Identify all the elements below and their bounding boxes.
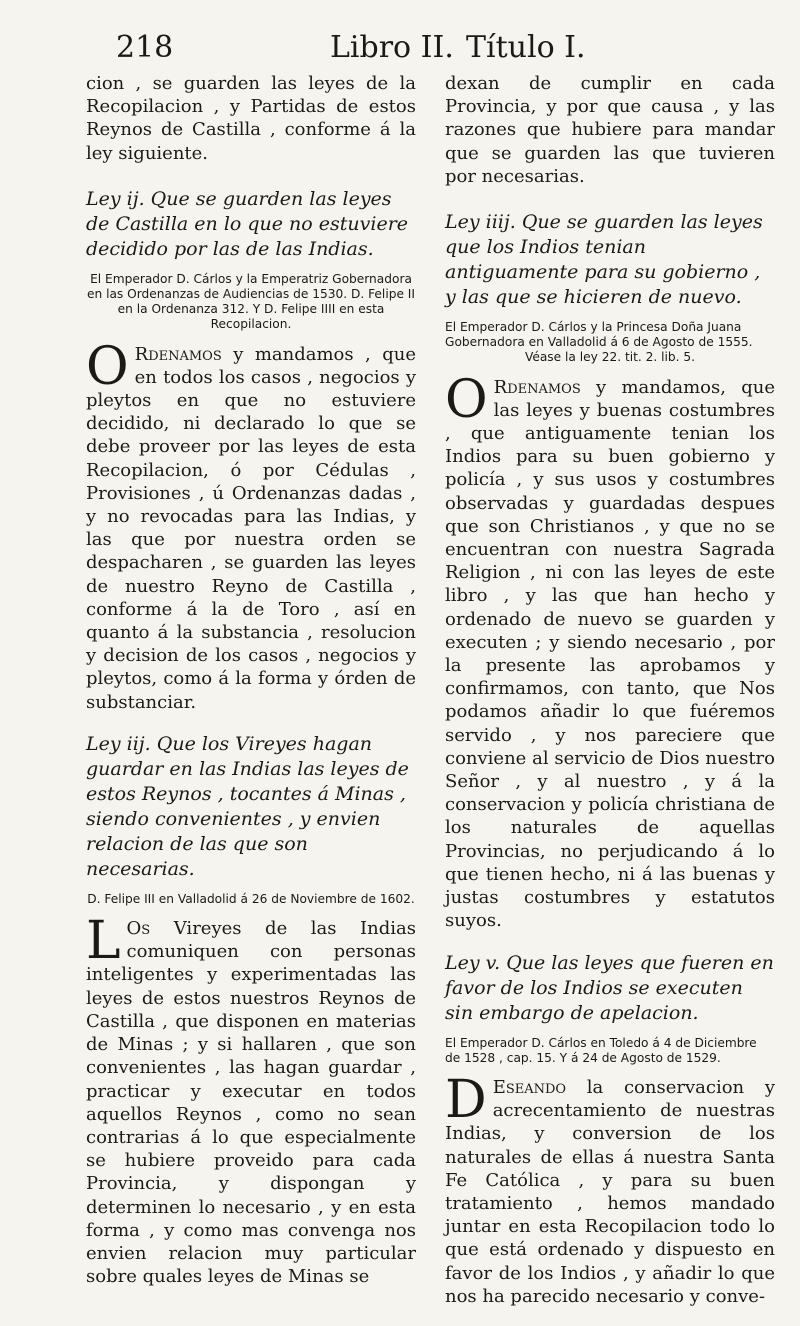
law-note: D. Felipe III en Valladolid á 26 de Noviembre de 1602. [87, 891, 415, 906]
law-v [445, 951, 775, 1308]
law-note: El Emperador D. Cárlos y la Emperatriz Gobernadora en las Ordenanzas de Audiencias de 1530. D. Felipe II en la Ordenanza 312. Y D. Felipe IIII en esta Recopilacion. [86, 271, 415, 332]
body-text: y mandamos, que las leyes y buenas costumbres , que antiguamente tenian los Indios para su buen gobierno y policía , y sus usos y costumbres observadas y guardadas despues que son Christianos , y que no se encuentran con nuestra Sagrada Religion , ni con las leyes de este libro , y las que han hecho y ordenado de nuevo se guarden y executen ; y siendo necesario , por la presente las aprobamos y confirmamos, con tanto, que Nos podamos añadir lo que fuéremos servido , y nos pareciere que conviene al servicio de Dios nuestro Señor , y al nuestro , y á la conservacion y policía christiana de los naturales de aquellas Provincias, no perjudicando á lo que tienen hecho, ni á las buenas y justas costumbres y estatutos suyos. [445, 376, 775, 932]
law-note-reference: Véase la ley 22. tit. 2. lib. 5. [524, 350, 696, 365]
law-heading: Ley iij. Que los Vireyes hagan guardar en las Indias las leyes de estos Reynos , tocantes á Minas , siendo convenientes , y envien relacion de las que son necesarias. [86, 732, 409, 880]
law-body [86, 336, 416, 714]
continuation-text: cion , se guarden las leyes de la Recopilacion , y Partidas de estos Reynos de Castilla , conforme á la ley siguiente. [86, 73, 416, 164]
lead-word: Rdenamos [134, 343, 222, 365]
drop-cap: O [86, 336, 129, 397]
law-note-main: El Emperador D. Cárlos y la Princesa Doña Juana Gobernadora en Valladolid á 6 de Agosto de 1555. [445, 320, 753, 350]
body-text: la conservacion y acrecentamiento de nuestras Indias, y conversion de los naturales de ellas á nuestra Santa Fe Católica , y para su buen tratamiento , hemos mandado juntar en esta Recopilacion todo lo que está ordenado y dispuesto en favor de los Indios , y añadir lo que nos ha parecido necesario y conve- [445, 1076, 775, 1307]
drop-cap: L [86, 911, 121, 972]
page-number: 218 [116, 30, 174, 65]
law-iii [86, 732, 416, 1288]
law-heading: Ley iiij. Que se guarden las leyes que los Indios tenian antiguamente para su gobierno , y las que se hicieren de nuevo. [445, 211, 763, 309]
law-note: El Emperador D. Cárlos en Toledo á 4 de Diciembre de 1528 , cap. 15. Y á 24 de Agosto de 1529. [445, 1035, 757, 1065]
drop-cap: D [445, 1069, 487, 1130]
law-note [445, 320, 775, 366]
lead-word: Eseando [492, 1076, 567, 1098]
right-column [445, 72, 775, 1326]
lead-word: Os [126, 918, 151, 940]
law-ii [86, 187, 416, 714]
continuation-text: dexan de cumplir en cada Provincia, y por que causa , y las razones que hubiere para mandar que se guarden las que tuvieren por necesarias. [445, 73, 775, 187]
law-body [445, 1069, 775, 1308]
law-heading: Ley ij. Que se guarden las leyes de Castilla en lo que no estuviere decidido por las de las Indias. [86, 187, 409, 260]
law-body [445, 369, 775, 933]
body-text: y mandamos , que en todos los casos , negocios y pleytos en que no estuviere decidido, ni declarado lo que se debe proveer por las leyes de esta Recopilacion, ó por Cédulas , Provisiones , ú Ordenanzas dadas , y no revocadas para las Indias, y las que por nuestra orden se despacharen , se guarden las leyes de nuestro Reyno de Castilla , conforme á la de Toro , así en quanto á la substancia , resolucion y decision de los casos , negocios y pleytos, como á la forma y órden de substanciar. [86, 343, 416, 713]
running-header [0, 26, 800, 70]
law-heading: Ley v. Que las leyes que fueren en favor de los Indios se executen sin embargo de apelacion. [445, 951, 774, 1024]
body-text: Vireyes de las Indias comuniquen con personas inteligentes y experimentadas las leyes de estos nuestros Reynos de Castilla , que disponen en materias de Minas ; y si hallaren , que son convenientes , las hagan guardar , practicar y executar en todos aquellos Reynos , como no sean contrarias á lo que especialmente se hubiere proveido para cada Provincia, y dispongan y determinen lo necesario , y en esta forma , y como mas convenga nos envien relacion muy particular sobre quales leyes de Minas se [86, 918, 416, 1288]
drop-cap: O [445, 369, 488, 430]
law-iiii [445, 210, 775, 932]
book-label: Libro II. [330, 30, 454, 65]
title-label: Título I. [466, 30, 586, 65]
lead-word: Rdenamos [493, 376, 581, 398]
left-column [86, 72, 416, 1306]
